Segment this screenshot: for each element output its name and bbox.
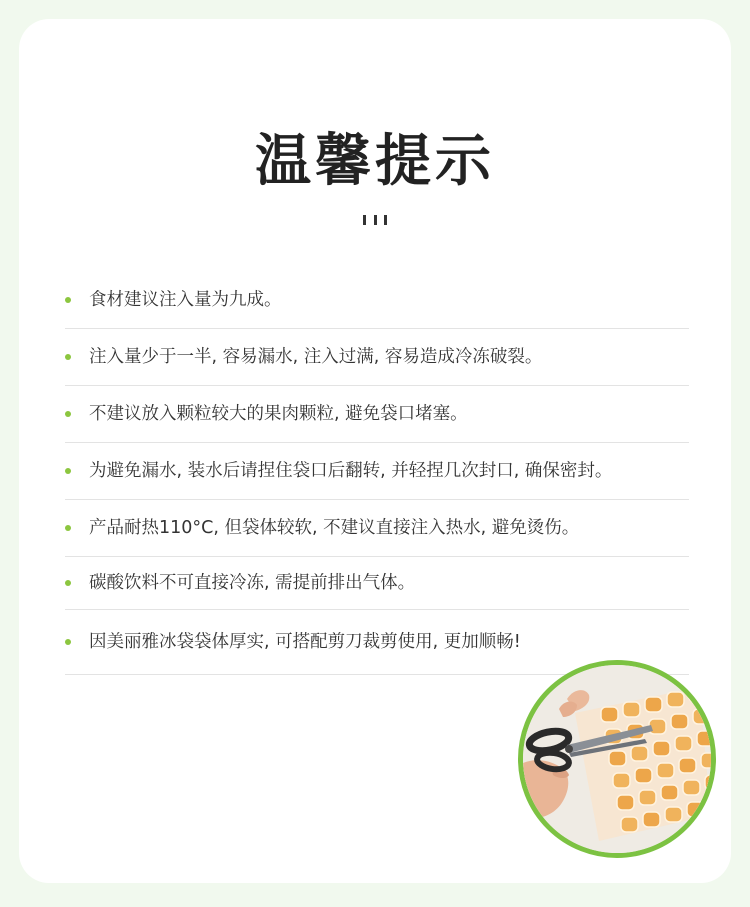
tip-text: 注入量少于一半, 容易漏水, 注入过满, 容易造成冷冻破裂。 bbox=[89, 347, 543, 367]
ice-cube bbox=[665, 807, 682, 822]
bullet-dot-icon bbox=[65, 639, 71, 645]
ice-cube bbox=[679, 758, 696, 773]
list-item bbox=[65, 386, 689, 443]
ice-cube bbox=[667, 692, 684, 707]
ice-cube bbox=[657, 763, 674, 778]
ice-cube bbox=[693, 709, 710, 724]
quote-mark bbox=[374, 215, 377, 225]
ice-cube bbox=[661, 785, 678, 800]
ice-cube bbox=[617, 795, 634, 810]
page-title: 温馨提示 bbox=[255, 129, 495, 194]
tips-list bbox=[65, 272, 689, 675]
ice-cube bbox=[701, 753, 711, 768]
ice-cube bbox=[623, 702, 640, 717]
ice-cube bbox=[689, 687, 706, 702]
ice-cube bbox=[705, 775, 711, 790]
ice-cube bbox=[609, 751, 626, 766]
ice-cube bbox=[621, 817, 638, 832]
tip-text: 产品耐热110°C, 但袋体较软, 不建议直接注入热水, 避免烫伤。 bbox=[89, 518, 580, 538]
tips-card bbox=[19, 19, 731, 883]
tip-text: 食材建议注入量为九成。 bbox=[89, 290, 282, 310]
list-item bbox=[65, 443, 689, 500]
ice-cube bbox=[709, 797, 711, 812]
bullet-dot-icon bbox=[65, 297, 71, 303]
bullet-dot-icon bbox=[65, 411, 71, 417]
ice-cube bbox=[697, 731, 711, 746]
ice-cube bbox=[653, 741, 670, 756]
quote-mark bbox=[384, 215, 387, 225]
tip-text: 不建议放入颗粒较大的果肉颗粒, 避免袋口堵塞。 bbox=[89, 404, 468, 424]
quote-mark bbox=[363, 215, 366, 225]
bullet-dot-icon bbox=[65, 580, 71, 586]
bullet-dot-icon bbox=[65, 354, 71, 360]
ice-cube bbox=[645, 697, 662, 712]
ice-cube bbox=[683, 780, 700, 795]
list-item bbox=[65, 500, 689, 557]
ice-cube bbox=[643, 812, 660, 827]
ice-cube bbox=[687, 802, 704, 817]
list-item bbox=[65, 557, 689, 610]
ice-cube bbox=[601, 707, 618, 722]
tip-text: 为避免漏水, 装水后请捏住袋口后翻转, 并轻捏几次封口, 确保密封。 bbox=[89, 461, 613, 481]
list-item bbox=[65, 272, 689, 329]
ice-cube bbox=[639, 790, 656, 805]
ice-cube bbox=[675, 736, 692, 751]
ice-cube bbox=[631, 746, 648, 761]
ice-cube bbox=[635, 768, 652, 783]
tip-text: 碳酸饮料不可直接冷冻, 需提前排出气体。 bbox=[89, 573, 416, 593]
tip-text: 因美丽雅冰袋袋体厚实, 可搭配剪刀裁剪使用, 更加顺畅! bbox=[89, 632, 521, 652]
bullet-dot-icon bbox=[65, 468, 71, 474]
ice-cube bbox=[613, 773, 630, 788]
decorative-quote-marks bbox=[363, 215, 387, 225]
bullet-dot-icon bbox=[65, 525, 71, 531]
product-photo bbox=[518, 660, 716, 858]
ice-cube bbox=[671, 714, 688, 729]
scissors-cutting-ice-bag-illustration bbox=[523, 665, 711, 853]
list-item bbox=[65, 329, 689, 386]
ice-cube bbox=[649, 719, 666, 734]
